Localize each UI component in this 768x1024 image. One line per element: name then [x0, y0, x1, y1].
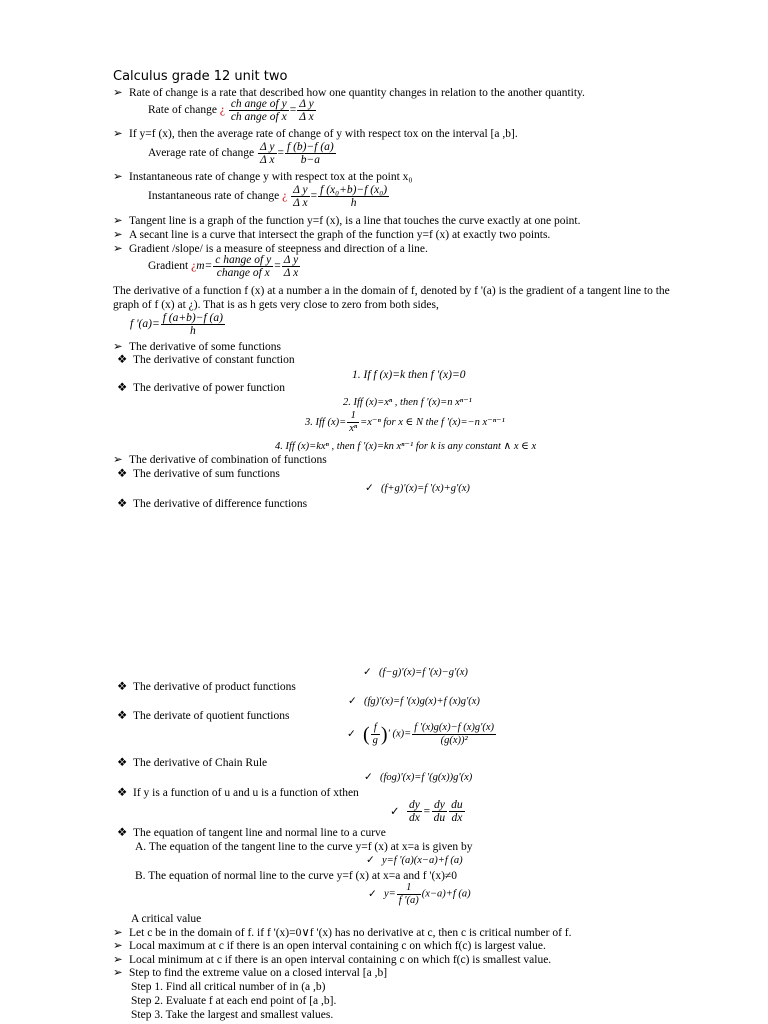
power-rule-3: 3. Iff (x)= $\frac{1}{\text{xⁿ}}$ =x⁻ⁿ for x ∈ N the f '(x)=−n x⁻ⁿ⁻¹ — [305, 410, 505, 434]
sum-rule: ✓ (f+g)'(x)=f '(x)+g'(x) — [365, 483, 470, 494]
fraction: $\frac{\text{c hange of y}}{\text{change of x}}$ — [215, 254, 272, 279]
list-item-extreme-value-steps — [113, 966, 387, 980]
gradient-definition: Gradient /slope/ is a measure of steepness and direction of a line. — [129, 243, 428, 255]
tangent-line-definition: Tangent line is a graph of the function y=f (x), is a line that touches the curve exactly at one point. — [129, 215, 581, 227]
derivative-definition-line2: graph of f (x) at ¿). That is as h gets very close to zero from both sides, — [113, 299, 439, 311]
diamond-bullet-icon: ❖ — [117, 787, 128, 799]
formula-label: Instantaneous rate of change — [148, 190, 280, 203]
fraction: $\frac{dy}{du}$ — [433, 799, 446, 824]
normal-line-equation: ✓ y= $\frac{1}{f '(a)}$ (x−a)+f (a) — [368, 882, 471, 906]
list-item-tangent-line — [113, 214, 580, 228]
arrow-bullet-icon: ➢ — [113, 128, 123, 140]
diamond-bullet-icon: ❖ — [117, 468, 128, 480]
arrow-bullet-icon: ➢ — [113, 229, 123, 241]
fraction: $\frac{du}{dx}$ — [451, 799, 463, 824]
local-minimum-definition: Local minimum at c if there is an open interval containing c on which f(c) is smallest value. — [129, 954, 552, 966]
check-icon: ✓ — [347, 728, 356, 740]
difference-rule: ✓ (f−g)'(x)=f '(x)−g'(x) — [363, 667, 468, 678]
step-3: Step 3. Take the largest and smallest values. — [131, 1009, 334, 1021]
instantaneous-rate-formula: Instantaneous rate of change ¿ $\frac{\text{Δ y}}{\text{Δ x}}$ = $\frac{\text{f (x₀+b)−f (x₀)}}{h}$ — [148, 184, 388, 209]
fraction: $\frac{\text{ch ange of y}}{\text{ch ange of x}}$ — [230, 98, 287, 123]
check-icon: ✓ — [363, 667, 372, 678]
power-rule-4: 4. Iff (x)=kxⁿ , then f '(x)=kn xⁿ⁻¹ for k is any constant ∧ x ∈ x — [275, 441, 537, 452]
page-title: Calculus grade 12 unit two — [113, 69, 288, 84]
subsection-label: The derivative of sum functions — [133, 468, 280, 480]
arrow-bullet-icon: ➢ — [113, 940, 123, 952]
subsection-label: The derivate of quotient functions — [133, 710, 290, 722]
product-rule: ✓ (fg)'(x)=f '(x)g(x)+f (x)g'(x) — [348, 696, 480, 707]
step-2: Step 2. Evaluate f at each end point of [a ,b]. — [131, 995, 337, 1007]
formula-label: Rate of change — [148, 104, 217, 117]
check-icon: ✓ — [365, 483, 374, 494]
fraction: $\frac{\text{Δ y}}{\text{Δ x}}$ — [299, 98, 314, 123]
list-item-quotient — [117, 709, 289, 723]
power-rule-2: 2. Iff (x)=xⁿ , then f '(x)=n xⁿ⁻¹ — [343, 397, 472, 408]
list-item-sum — [117, 467, 280, 481]
list-item-power-function — [117, 381, 285, 395]
list-item-secant-line — [113, 228, 550, 242]
arrow-bullet-icon: ➢ — [113, 215, 123, 227]
arrow-bullet-icon: ➢ — [113, 171, 123, 183]
arrow-bullet-icon: ➢ — [113, 454, 123, 466]
derivative-definition-line1: The derivative of a function f (x) at a number a in the domain of f, denoted by f '(a) is the gradient of a tangent line to the — [113, 285, 670, 297]
subsection-label: If y is a function of u and u is a function of xthen — [133, 787, 359, 799]
subsection-label: The equation of tangent line and normal line to a curve — [133, 827, 386, 839]
render-error-mark: ¿ — [219, 104, 225, 117]
diamond-bullet-icon: ❖ — [117, 827, 128, 839]
list-item-average-rate — [113, 127, 518, 141]
fraction: $\frac{\text{f (x₀+b)−f (x₀)}}{h}$ — [320, 184, 388, 209]
fraction: $\frac{f '(x)g(x)-f (x)g'(x)}{\text{(g(x))²}}$ — [414, 722, 494, 746]
secant-line-definition: A secant line is a curve that intersect the graph of the function y=f (x) at exactly two points. — [129, 229, 551, 241]
diamond-bullet-icon: ❖ — [117, 354, 128, 366]
diamond-bullet-icon: ❖ — [117, 710, 128, 722]
local-maximum-definition: Local maximum at c if there is an open interval containing c on which f(c) is largest value. — [129, 940, 546, 952]
list-item-chain-rule — [117, 756, 267, 770]
check-icon: ✓ — [390, 805, 400, 818]
instantaneous-rate-intro: Instantaneous rate of change y with respect tox at the point x₀ — [129, 171, 413, 183]
subsection-label: The derivative of difference functions — [133, 498, 308, 510]
quotient-rule: ✓ ( $\frac{f}{g}$ )' (x)= $\frac{f '(x)g(x)-f (x)g'(x)}{\text{(g(x))²}}$ — [347, 722, 494, 746]
chain-rule: ✓ (fog)'(x)=f '(g(x))g'(x) — [364, 772, 473, 783]
check-icon: ✓ — [368, 888, 377, 900]
rate-of-change-definition: Rate of change is a rate that described how one quantity changes in relation to the another quantity. — [129, 87, 585, 99]
arrow-bullet-icon: ➢ — [113, 87, 123, 99]
list-item-y-function-of-u — [117, 786, 359, 800]
fraction: $\frac{dy}{dx}$ — [409, 799, 420, 824]
list-item-some-functions — [113, 340, 281, 354]
tangent-line-equation-intro: A. The equation of the tangent line to the curve y=f (x) at x=a is given by — [135, 841, 473, 853]
arrow-bullet-icon: ➢ — [113, 927, 123, 939]
critical-number-definition: Let c be in the domain of f. if f '(x)=0∨f '(x) has no derivative at c, then c is critical number of f. — [129, 927, 572, 939]
extreme-value-steps-heading: Step to find the extreme value on a closed interval [a ,b] — [129, 967, 388, 979]
list-item-critical-number — [113, 926, 571, 940]
gradient-formula: Gradient ¿m= $\frac{\text{c hange of y}}{\text{change of x}}$ = $\frac{\text{Δ y}}{\text{Δ x}}$ — [148, 254, 299, 279]
critical-value-heading: A critical value — [131, 913, 202, 925]
fraction: $\frac{f (a+b)-f (a)}{h}$ — [162, 312, 223, 337]
fraction: $\frac{f}{g}$ — [372, 722, 378, 746]
section-heading: The derivative of combination of functions — [129, 454, 327, 466]
list-item-constant-function — [117, 353, 295, 367]
diamond-bullet-icon: ❖ — [117, 681, 128, 693]
list-item-tangent-normal — [117, 826, 386, 840]
rate-of-change-formula: Rate of change ¿ $\frac{\text{ch ange of y}}{\text{ch ange of x}}$ = $\frac{\text{Δ y}}{\text{Δ x}}$ — [148, 98, 314, 123]
formula-label: Average rate of change — [148, 147, 255, 160]
constant-rule: 1. If f (x)=k then f '(x)=0 — [352, 369, 466, 381]
fraction: $\frac{1}{\text{xⁿ}}$ — [349, 410, 358, 434]
render-error-mark: ¿ — [282, 190, 288, 203]
check-icon: ✓ — [364, 772, 373, 783]
list-item-product — [117, 680, 296, 694]
arrow-bullet-icon: ➢ — [113, 967, 123, 979]
fraction: $\frac{\text{Δ y}}{\text{Δ x}}$ — [259, 141, 275, 166]
subsection-label: The derivative of power function — [133, 382, 285, 394]
subsection-label: The derivative of product functions — [133, 681, 296, 693]
formula-label: Gradient — [148, 260, 189, 273]
tangent-line-equation: ✓ y=f '(a)(x−a)+f (a) — [366, 855, 463, 866]
fraction: $\frac{1}{f '(a)}$ — [398, 882, 419, 906]
section-heading: The derivative of some functions — [129, 341, 282, 353]
fraction: $\frac{\text{Δ y}}{\text{Δ x}}$ — [293, 184, 308, 209]
arrow-bullet-icon: ➢ — [113, 341, 123, 353]
check-icon: ✓ — [348, 696, 357, 707]
list-item-local-maximum — [113, 939, 546, 953]
subsection-label: The derivative of Chain Rule — [133, 757, 268, 769]
list-item-combination — [113, 453, 327, 467]
fraction: $\frac{f (b)-f (a)}{b-a}$ — [287, 141, 334, 166]
arrow-bullet-icon: ➢ — [113, 243, 123, 255]
arrow-bullet-icon: ➢ — [113, 954, 123, 966]
fraction: $\frac{\text{Δ y}}{\text{Δ x}}$ — [283, 254, 299, 279]
list-item-difference — [117, 497, 307, 511]
diamond-bullet-icon: ❖ — [117, 757, 128, 769]
diamond-bullet-icon: ❖ — [117, 498, 128, 510]
step-1: Step 1. Find all critical number of in (a ,b) — [131, 981, 326, 993]
list-item-instantaneous-rate — [113, 170, 412, 184]
average-rate-formula: Average rate of change $\frac{\text{Δ y}}{\text{Δ x}}$ = $\frac{f (b)-f (a)}{b-a}$ — [148, 141, 334, 166]
average-rate-intro: If y=f (x), then the average rate of change of y with respect tox on the interval [a ,b]. — [129, 128, 518, 140]
check-icon: ✓ — [366, 855, 375, 866]
chain-rule-leibniz: ✓ $\frac{dy}{dx}$ = $\frac{dy}{du}$ $\frac{du}{dx}$ — [390, 799, 463, 824]
diamond-bullet-icon: ❖ — [117, 382, 128, 394]
list-item-local-minimum — [113, 953, 551, 967]
derivative-limit-formula: f '(a)= $\frac{f (a+b)-f (a)}{h}$ — [130, 312, 223, 337]
normal-line-equation-intro: B. The equation of normal line to the curve y=f (x) at x=a and f '(x)≠0 — [135, 870, 457, 882]
render-error-mark: ¿ — [191, 260, 197, 273]
subsection-label: The derivative of constant function — [133, 354, 295, 366]
